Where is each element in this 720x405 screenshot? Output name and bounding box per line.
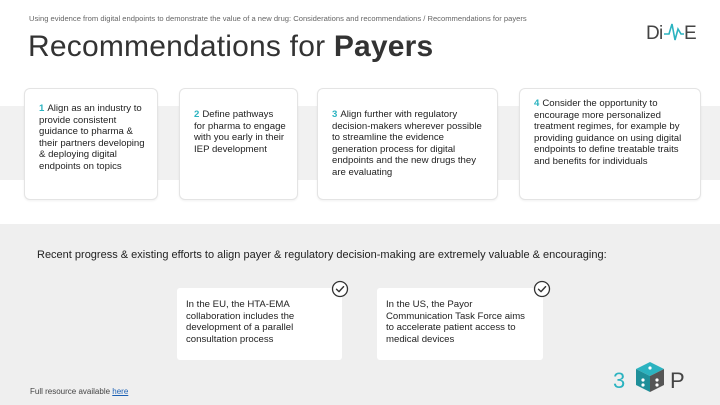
recommendation-text: Define pathways for pharma to engage with you early in their IEP development bbox=[194, 109, 286, 155]
check-circle-icon bbox=[533, 280, 551, 298]
recommendation-text: Align further with regulatory decision-makers wherever possible to streamline the evidence generation process for digital endpoints and the new drugs they are evaluating bbox=[332, 109, 482, 178]
example-text: In the US, the Payor Communication Task Force aims to accelerate patient access to medical devices bbox=[386, 299, 525, 345]
recommendation-card-4 bbox=[519, 88, 701, 200]
dime-logo-i: i bbox=[659, 23, 664, 44]
dime-logo-e: E bbox=[684, 23, 697, 44]
3p-logo-3: 3 bbox=[613, 368, 626, 393]
recommendation-number: 1 bbox=[39, 103, 45, 114]
dime-logo-d: D bbox=[646, 23, 660, 44]
footer-link-here[interactable]: here bbox=[112, 387, 129, 396]
breadcrumb: Using evidence from digital endpoints to demonstrate the value of a new drug: Considerations and recommendations / Recommendations for payers bbox=[29, 14, 527, 23]
example-card-eu bbox=[177, 288, 342, 360]
page-title-prefix: Recommendations for bbox=[28, 30, 334, 63]
page-title bbox=[28, 30, 433, 64]
recommendation-number: 4 bbox=[534, 98, 540, 109]
page-title-bold: Payers bbox=[333, 30, 434, 63]
recommendation-number: 3 bbox=[332, 109, 338, 120]
recommendation-card-1 bbox=[24, 88, 158, 200]
footer-text: Full resource available bbox=[30, 387, 113, 396]
check-circle-icon bbox=[331, 280, 349, 298]
recommendation-text: Consider the opportunity to encourage more personalized treatment regimes, for example by providing guidance on using digital endpoints to define treatable traits and benefits for individuals bbox=[534, 98, 682, 167]
footer bbox=[30, 387, 128, 396]
dime-logo-pulse bbox=[664, 24, 684, 40]
dime-logo bbox=[646, 20, 698, 44]
recommendation-card-2 bbox=[179, 88, 298, 200]
3p-logo-p: P bbox=[670, 368, 685, 393]
progress-statement: Recent progress & existing efforts to align payer & regulatory decision-making are extremely valuable & encouraging: bbox=[37, 249, 607, 261]
example-card-us bbox=[377, 288, 543, 360]
3p-logo bbox=[612, 360, 692, 396]
recommendation-number: 2 bbox=[194, 109, 200, 120]
example-text: In the EU, the HTA-EMA collaboration includes the development of a parallel consultation process bbox=[186, 299, 295, 345]
recommendation-card-3 bbox=[317, 88, 498, 200]
recommendation-text: Align as an industry to provide consistent guidance to pharma & their partners developing & deploying digital endpoints on topics bbox=[39, 103, 145, 172]
3p-logo-cube bbox=[636, 362, 664, 392]
